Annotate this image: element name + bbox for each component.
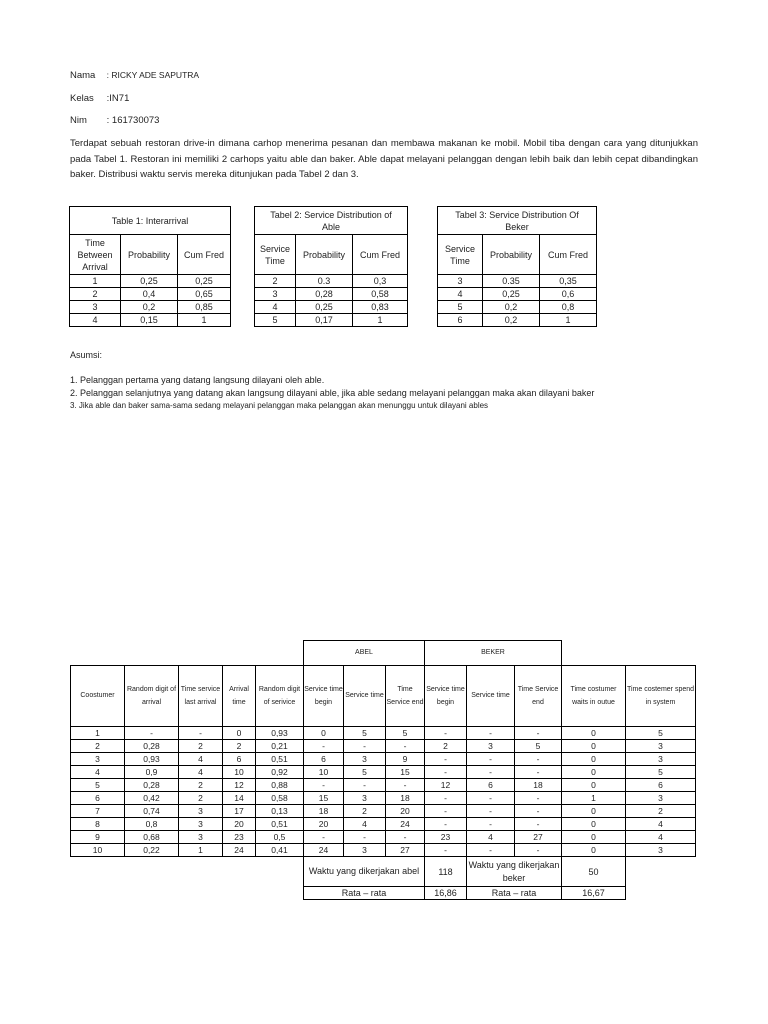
cell: 3 xyxy=(71,753,125,766)
cell: - xyxy=(515,805,562,818)
cell: - xyxy=(425,753,467,766)
cell: 10 xyxy=(71,844,125,857)
cell: 0 xyxy=(223,727,256,740)
cell: 0,28 xyxy=(125,740,179,753)
cell: 0 xyxy=(562,831,626,844)
cell: 1 xyxy=(179,844,223,857)
cell: 0,65 xyxy=(178,288,231,301)
cell: 3 xyxy=(626,792,696,805)
abel-work-value: 118 xyxy=(425,857,467,887)
asumsi-title: Asumsi: xyxy=(70,350,103,360)
cell: 6 xyxy=(626,779,696,792)
cell: 3 xyxy=(344,844,386,857)
cell: 20 xyxy=(223,818,256,831)
cell: 0,2 xyxy=(121,301,178,314)
cell: 24 xyxy=(223,844,256,857)
cell: 0,88 xyxy=(256,779,304,792)
cell: - xyxy=(386,831,425,844)
nama-value: : RICKY ADE SAPUTRA xyxy=(106,70,200,80)
kelas-line xyxy=(70,93,129,104)
table-row xyxy=(255,314,408,327)
cell: 0.3 xyxy=(296,275,353,288)
sim-header: Service time begin xyxy=(425,666,467,727)
cell: 15 xyxy=(304,792,344,805)
cell: 5 xyxy=(515,740,562,753)
cell: - xyxy=(304,779,344,792)
abel-avg-label: Rata – rata xyxy=(304,887,425,900)
cell: 18 xyxy=(304,805,344,818)
cell: 0 xyxy=(562,753,626,766)
cell: 0,83 xyxy=(353,301,408,314)
cell: 0,93 xyxy=(256,727,304,740)
sim-header: Time costumer waits in outue xyxy=(562,666,626,727)
cell: 4 xyxy=(70,314,121,327)
sim-header: Time Service end xyxy=(386,666,425,727)
cell: - xyxy=(386,779,425,792)
table-row xyxy=(71,740,696,753)
cell: 0,15 xyxy=(121,314,178,327)
cell: 5 xyxy=(344,727,386,740)
cell: 0,6 xyxy=(540,288,597,301)
nama-line xyxy=(70,70,199,81)
cell: 0,41 xyxy=(256,844,304,857)
cell: 2 xyxy=(179,792,223,805)
sim-header: Service time begin xyxy=(304,666,344,727)
group-abel: ABEL xyxy=(304,641,425,666)
table-row xyxy=(71,831,696,844)
abel-work-label: Waktu yang dikerjakan abel xyxy=(304,857,425,887)
cell: 6 xyxy=(438,314,483,327)
cell: 3 xyxy=(626,740,696,753)
cell: - xyxy=(304,831,344,844)
cell: 3 xyxy=(179,818,223,831)
cell: 3 xyxy=(70,301,121,314)
cell: - xyxy=(515,727,562,740)
cell: 4 xyxy=(255,301,296,314)
cell: 6 xyxy=(71,792,125,805)
cell: 4 xyxy=(438,288,483,301)
cell: 0,58 xyxy=(353,288,408,301)
cell: - xyxy=(425,792,467,805)
cell: - xyxy=(515,818,562,831)
table1-header: Probability xyxy=(121,235,178,275)
cell: 0,74 xyxy=(125,805,179,818)
cell: - xyxy=(515,753,562,766)
sim-header: Time costemer spend in system xyxy=(626,666,696,727)
table-row xyxy=(71,753,696,766)
cell: 4 xyxy=(179,766,223,779)
table-service-able xyxy=(254,206,408,327)
cell: 9 xyxy=(386,753,425,766)
cell: - xyxy=(467,766,515,779)
cell: - xyxy=(344,831,386,844)
cell: 2 xyxy=(179,740,223,753)
cell: 3 xyxy=(179,831,223,844)
cell: 2 xyxy=(179,779,223,792)
table-interarrival xyxy=(69,206,231,327)
cell: 24 xyxy=(304,844,344,857)
cell: 0 xyxy=(562,727,626,740)
cell: 4 xyxy=(626,831,696,844)
cell: - xyxy=(425,818,467,831)
cell: 2 xyxy=(255,275,296,288)
cell: - xyxy=(467,753,515,766)
cell: 27 xyxy=(386,844,425,857)
cell: 0 xyxy=(562,766,626,779)
sim-header: Service time xyxy=(467,666,515,727)
cell: 18 xyxy=(515,779,562,792)
cell: 0,58 xyxy=(256,792,304,805)
table-row xyxy=(70,275,231,288)
cell: 0 xyxy=(562,805,626,818)
cell: 5 xyxy=(255,314,296,327)
cell: 2 xyxy=(626,805,696,818)
sim-header: Arrival time xyxy=(223,666,256,727)
cell: 0,21 xyxy=(256,740,304,753)
cell: 0,92 xyxy=(256,766,304,779)
cell: 0,35 xyxy=(540,275,597,288)
table-row xyxy=(71,818,696,831)
cell: 5 xyxy=(626,766,696,779)
cell: - xyxy=(515,766,562,779)
cell: 0,9 xyxy=(125,766,179,779)
cell: 17 xyxy=(223,805,256,818)
cell: - xyxy=(386,740,425,753)
table-service-beker xyxy=(437,206,597,327)
table3-title: Tabel 3: Service Distribution Of Beker xyxy=(438,207,597,235)
cell: 0,3 xyxy=(353,275,408,288)
cell: 3 xyxy=(626,844,696,857)
cell: 1 xyxy=(70,275,121,288)
cell: 0,51 xyxy=(256,818,304,831)
cell: 12 xyxy=(425,779,467,792)
cell: 0,22 xyxy=(125,844,179,857)
cell: 9 xyxy=(71,831,125,844)
table2-header: Cum Fred xyxy=(353,235,408,275)
cell: - xyxy=(467,844,515,857)
cell: 2 xyxy=(71,740,125,753)
cell: - xyxy=(515,844,562,857)
cell: 10 xyxy=(223,766,256,779)
cell: 0,4 xyxy=(121,288,178,301)
cell: 0,8 xyxy=(125,818,179,831)
cell: - xyxy=(344,779,386,792)
cell: 0,25 xyxy=(296,301,353,314)
cell: 4 xyxy=(467,831,515,844)
table-row xyxy=(71,805,696,818)
table2-header: Probability xyxy=(296,235,353,275)
table3-header: Service Time xyxy=(438,235,483,275)
cell: 6 xyxy=(467,779,515,792)
asumsi-item: 3. Jika able dan baker sama-sama sedang melayani pelanggan maka pelanggan akan menunggu untuk dilayani ables xyxy=(70,401,489,410)
cell: - xyxy=(467,805,515,818)
cell: - xyxy=(125,727,179,740)
sim-header: Time Service end xyxy=(515,666,562,727)
table-row xyxy=(70,288,231,301)
table-row xyxy=(255,301,408,314)
cell: 5 xyxy=(344,766,386,779)
cell: 6 xyxy=(223,753,256,766)
table3-header: Cum Fred xyxy=(540,235,597,275)
cell: - xyxy=(425,766,467,779)
sim-header: Service time xyxy=(344,666,386,727)
cell: - xyxy=(304,740,344,753)
cell: 20 xyxy=(386,805,425,818)
table2-header: Service Time xyxy=(255,235,296,275)
cell: 0,28 xyxy=(125,779,179,792)
cell: 7 xyxy=(71,805,125,818)
cell: 5 xyxy=(71,779,125,792)
sim-header: Time service last arrival xyxy=(179,666,223,727)
cell: - xyxy=(425,727,467,740)
table-row xyxy=(438,275,597,288)
cell: 23 xyxy=(425,831,467,844)
cell: 0,42 xyxy=(125,792,179,805)
table1-header: Time Between Arrival xyxy=(70,235,121,275)
cell: 14 xyxy=(223,792,256,805)
cell: 20 xyxy=(304,818,344,831)
sim-header: Random digit of serivice xyxy=(256,666,304,727)
cell: 5 xyxy=(626,727,696,740)
table-row xyxy=(71,844,696,857)
asumsi-item: 1. Pelanggan pertama yang datang langsung dilayani oleh able. xyxy=(70,375,325,385)
cell: 24 xyxy=(386,818,425,831)
cell: 0,5 xyxy=(256,831,304,844)
cell: 1 xyxy=(178,314,231,327)
cell: 1 xyxy=(562,792,626,805)
cell: 2 xyxy=(344,805,386,818)
simulation-table xyxy=(70,640,696,900)
cell: 6 xyxy=(304,753,344,766)
cell: 0,51 xyxy=(256,753,304,766)
table-row xyxy=(255,275,408,288)
cell: 0 xyxy=(562,818,626,831)
beker-avg-label: Rata – rata xyxy=(467,887,562,900)
abel-avg-value: 16,86 xyxy=(425,887,467,900)
cell: 0,25 xyxy=(178,275,231,288)
sim-header: Random digit of arrival xyxy=(125,666,179,727)
cell: 0,68 xyxy=(125,831,179,844)
cell: 15 xyxy=(386,766,425,779)
cell: - xyxy=(179,727,223,740)
cell: 0,13 xyxy=(256,805,304,818)
nama-label: Nama xyxy=(70,70,96,81)
cell: 0,28 xyxy=(296,288,353,301)
cell: 23 xyxy=(223,831,256,844)
table1-title: Table 1: Interarrival xyxy=(70,207,231,235)
cell: 2 xyxy=(425,740,467,753)
asumsi-item: 2. Pelanggan selanjutnya yang datang akan langsung dilayani able, jika able sedang melayani pelanggan maka akan dilayani baker xyxy=(70,388,595,398)
cell: 3 xyxy=(344,792,386,805)
cell: 0,2 xyxy=(483,301,540,314)
cell: 3 xyxy=(438,275,483,288)
cell: - xyxy=(425,844,467,857)
cell: 0.35 xyxy=(483,275,540,288)
nim-label: Nim xyxy=(70,115,87,126)
cell: 2 xyxy=(70,288,121,301)
cell: - xyxy=(467,727,515,740)
kelas-value: :IN71 xyxy=(106,93,130,104)
cell: 8 xyxy=(71,818,125,831)
cell: 0,25 xyxy=(483,288,540,301)
cell: 3 xyxy=(467,740,515,753)
table-row xyxy=(71,727,696,740)
cell: 18 xyxy=(386,792,425,805)
nim-line xyxy=(70,115,159,126)
kelas-label: Kelas xyxy=(70,93,94,104)
cell: 10 xyxy=(304,766,344,779)
cell: 0,2 xyxy=(483,314,540,327)
cell: 4 xyxy=(179,753,223,766)
cell: 3 xyxy=(255,288,296,301)
cell: 12 xyxy=(223,779,256,792)
beker-work-value: 50 xyxy=(562,857,626,887)
cell: 3 xyxy=(179,805,223,818)
table-row xyxy=(71,766,696,779)
cell: 0,85 xyxy=(178,301,231,314)
intro-paragraph: Terdapat sebuah restoran drive-in dimana carhop menerima pesanan dan membawa makanan ke mobil. Mobil tiba dengan cara yang ditunjukkan pada Tabel 1. Restoran ini memiliki 2 carhops yaitu able dan baker. Able dapat melayani pelanggan dengan lebih baik dan lebih cepat dibandingkan baker. Distribusi waktu servis mereka ditunjukan pada Tabel 2 dan 3. xyxy=(70,138,698,180)
cell: 0 xyxy=(304,727,344,740)
beker-avg-value: 16,67 xyxy=(562,887,626,900)
cell: 0 xyxy=(562,779,626,792)
cell: 4 xyxy=(344,818,386,831)
cell: 3 xyxy=(626,753,696,766)
cell: 1 xyxy=(540,314,597,327)
cell: 0,17 xyxy=(296,314,353,327)
table-row xyxy=(438,314,597,327)
cell: 0,8 xyxy=(540,301,597,314)
cell: - xyxy=(515,792,562,805)
table-row xyxy=(70,314,231,327)
cell: 0,25 xyxy=(121,275,178,288)
cell: - xyxy=(344,740,386,753)
table1-header: Cum Fred xyxy=(178,235,231,275)
table-row xyxy=(71,792,696,805)
beker-work-label: Waktu yang dikerjakan beker xyxy=(467,857,562,887)
cell: 3 xyxy=(344,753,386,766)
sim-header: Coostumer xyxy=(71,666,125,727)
table3-header: Probability xyxy=(483,235,540,275)
cell: 4 xyxy=(71,766,125,779)
cell: 1 xyxy=(353,314,408,327)
cell: 0 xyxy=(562,844,626,857)
cell: - xyxy=(425,805,467,818)
cell: 1 xyxy=(71,727,125,740)
cell: 5 xyxy=(386,727,425,740)
table-row xyxy=(70,301,231,314)
cell: - xyxy=(467,792,515,805)
group-beker: BEKER xyxy=(425,641,562,666)
cell: 2 xyxy=(223,740,256,753)
table-row xyxy=(255,288,408,301)
table2-title: Tabel 2: Service Distribution of Able xyxy=(255,207,408,235)
cell: 4 xyxy=(626,818,696,831)
cell: 27 xyxy=(515,831,562,844)
table-row xyxy=(438,301,597,314)
cell: 0 xyxy=(562,740,626,753)
table-row xyxy=(71,779,696,792)
table-row xyxy=(438,288,597,301)
nim-value: : 161730073 xyxy=(106,115,160,126)
cell: 0,93 xyxy=(125,753,179,766)
cell: - xyxy=(467,818,515,831)
cell: 5 xyxy=(438,301,483,314)
